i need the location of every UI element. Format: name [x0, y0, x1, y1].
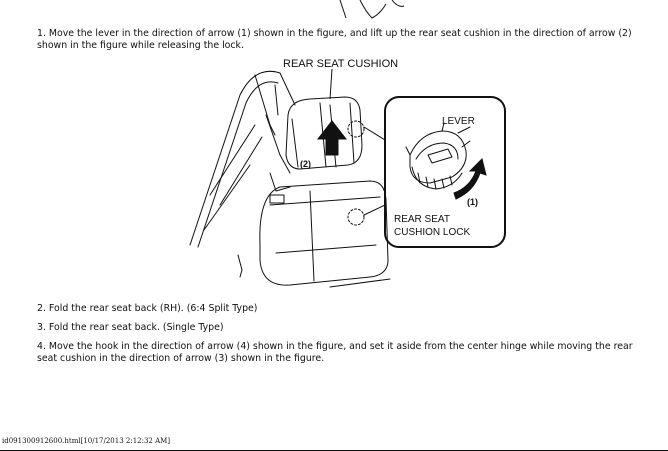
label-arrow-1: (1)	[467, 197, 478, 207]
footer-source-text: id091300912600.html[10/17/2013 2:12:32 AM]	[2, 437, 171, 445]
label-lever: LEVER	[442, 116, 475, 127]
step-1-text: 1. Move the lever in the direction of arrow (1) shown in the figure, and lift up the rear seat cushion in the direction of arrow (2) shown in the figure while releasing the lock.	[37, 28, 632, 51]
rear-seat-cushion-figure	[180, 55, 510, 300]
step-4-text: 4. Move the hook in the direction of arrow (4) shown in the figure, and set it aside from the center hinge while moving the rear seat cushion in the direction of arrow (3) shown in the figure.	[37, 341, 633, 364]
label-rear-seat-cushion: REAR SEAT CUSHION	[283, 58, 399, 70]
label-lock-line-2: CUSHION LOCK	[394, 227, 471, 238]
previous-figure-fragment	[300, 0, 420, 20]
label-lock-line-1: REAR SEAT	[394, 214, 450, 225]
step-2-text: 2. Fold the rear seat back (RH). (6:4 Split Type)	[37, 303, 258, 314]
label-arrow-2: (2)	[300, 159, 311, 169]
step-3-text: 3. Fold the rear seat back. (Single Type)	[37, 322, 224, 333]
